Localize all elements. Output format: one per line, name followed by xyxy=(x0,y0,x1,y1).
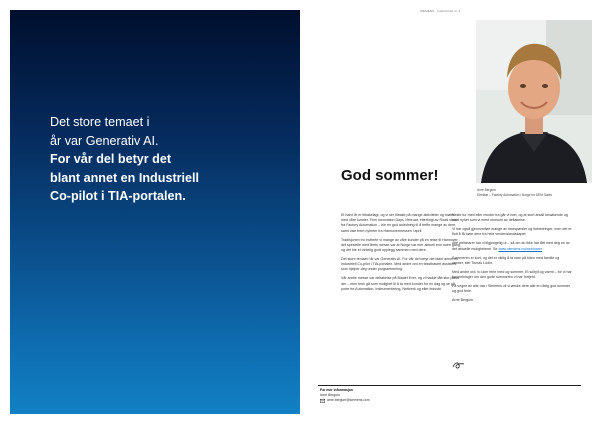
footer-divider xyxy=(318,385,581,386)
running-header: SIEMENS · Industrinytt nr. 2 xyxy=(420,9,461,13)
footer-email-row xyxy=(320,398,370,403)
webinar-link[interactable]: www.siemens.no/webinarer xyxy=(498,246,543,251)
quote-line-2: år var Generativ AI. xyxy=(50,133,159,148)
footer-title: For mer informasjon xyxy=(320,388,353,392)
article-title: God sommer! xyxy=(341,167,439,184)
quote-bold-3: Co-pilot i TIA-portalen. xyxy=(50,189,186,203)
paragraph: Vår andre messe var deltakelse på Bladet Ever, og vi hadde fått stor plass der – men tenk gå som mulighet til å ta med kunder for en dag og se på porte fra Automation, Instrumentering, Nettverk og eller industri. xyxy=(341,276,459,291)
pull-quote xyxy=(50,113,285,206)
body-column-2 xyxy=(452,213,572,307)
paragraph: Med andre ord, to uker ferie med og sommer. Et solfylt og varmt – for vi har forventninger om den gode sommeren vi har fortjent. xyxy=(452,269,572,280)
author-photo xyxy=(476,20,592,183)
caption-role: Direktør – Factory Automation i Norge for DEM Sales xyxy=(477,192,552,197)
paragraph: Neste tur med eller minder fra går vi bort, og at stort antall besøkende og med nyhet som vi mest morsom av deltakelse. xyxy=(452,213,568,223)
quote-bold-1: For vår del betyr det xyxy=(50,152,172,166)
handwritten-signature xyxy=(452,361,466,370)
paragraph: Tradisjonen tro inviterte vi mange av våre kunder på en reise til Hannover, det spesielle med årets messe var at Norge var mer aktuell enn noen gang, og det ble et virkelig godt opplegg sammen med dere. xyxy=(341,237,461,253)
paragraph-text: Alle webinarer har vi tilgjengelig ut – så om du ikke har fått med deg en av det aktuelle mulighetene. Se xyxy=(452,241,570,251)
paragraph-with-link xyxy=(452,241,572,251)
paragraph: Sommeren er kort, og det er viktig å ta vare på tiden med familie og venner, sier Tomas Lodin. xyxy=(452,255,560,265)
quote-line-1: Det store temaet i xyxy=(50,115,150,129)
sign-off-name: Arne Bergum xyxy=(452,298,474,303)
paragraph: Et halvt år er tilbakelagt, og vi ser tilbake på mange aktiviteter og møter med våre kunder. Fem Innovation Days i februar, etterfulgt av Road show fra Factory Automation – ble en god anledning til å treffe mange av dere, samt vise frem nyheter fra Hannovermessen i april. xyxy=(341,213,458,233)
caption-name: Arne Bergum xyxy=(477,188,496,192)
paragraph: Det store temaet i år var Generativ AI. For vår del betyr det blant annet en Industriell Co-pilot i TIA-portalen. Med andre ord en tekstbasert assistent som hjelper deg under programmering. xyxy=(341,257,459,272)
body-column-1 xyxy=(341,213,461,296)
paragraph: På vegne av alle oss i Siemens vil vi ønske dere alle en riktig god sommer og god ferie. xyxy=(452,284,571,294)
quote-bold-2: blant annet en Industriell xyxy=(50,170,200,185)
paragraph: Vi har også gjennomført mange av forespørsler og forbedringer, men det er flott å få høre dere fra hele verdenslandskapet. xyxy=(452,227,572,237)
contact-footer xyxy=(320,388,370,403)
cover-panel xyxy=(10,10,300,414)
mail-icon xyxy=(320,399,325,403)
footer-email[interactable]: arne.bergum@siemens.com xyxy=(327,398,370,402)
photo-caption xyxy=(477,188,592,197)
footer-name: Arne Bergum xyxy=(320,393,340,397)
